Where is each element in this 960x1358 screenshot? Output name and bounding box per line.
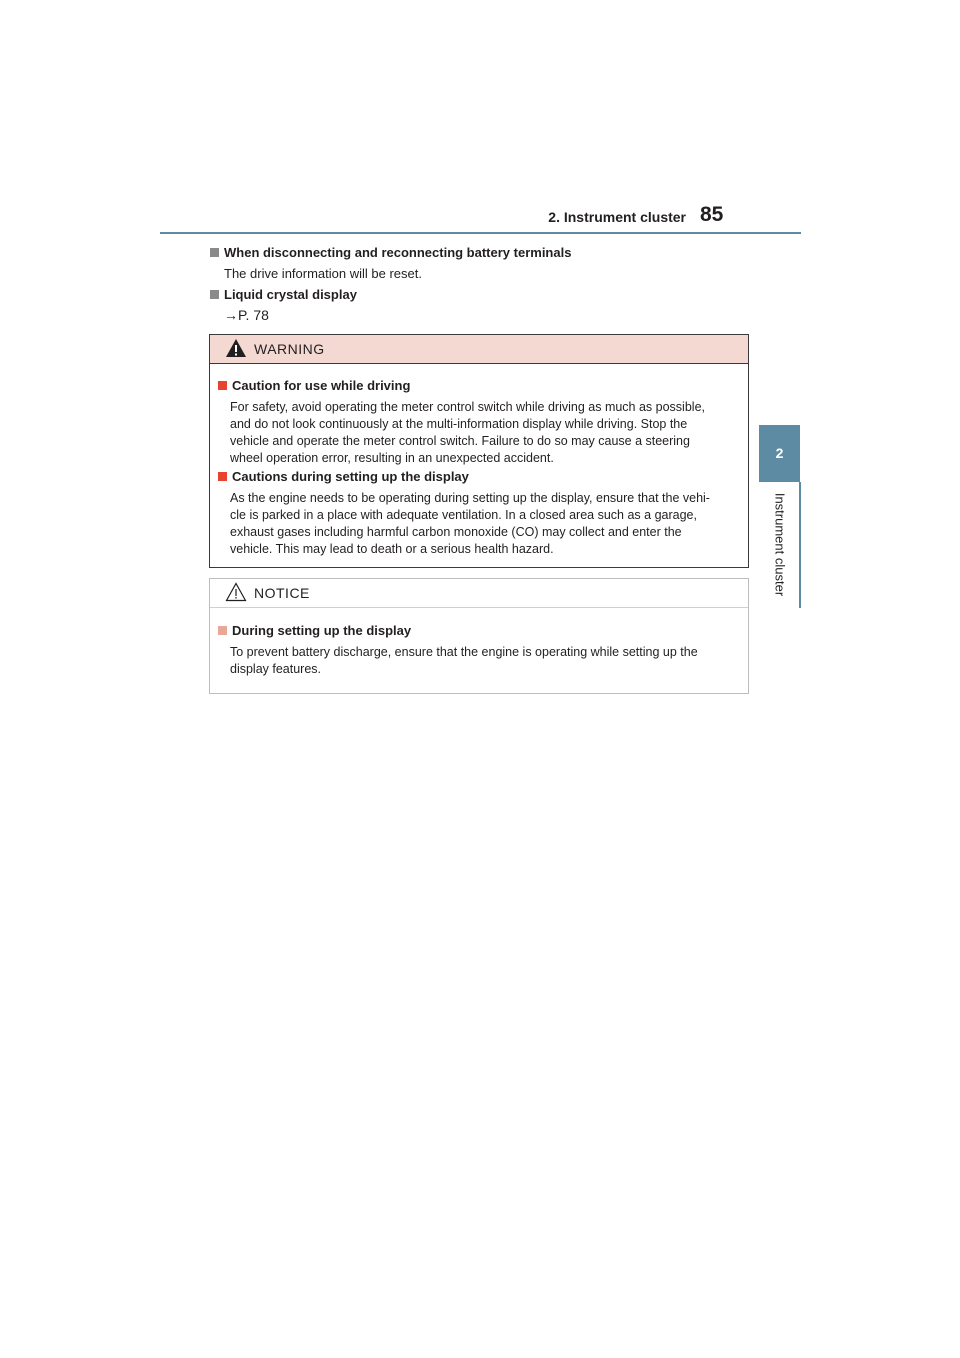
warning-header <box>210 335 748 364</box>
warning-box <box>209 334 749 568</box>
item-heading: When disconnecting and reconnecting battery terminals <box>210 245 571 260</box>
item-body: The drive information will be reset. <box>224 266 422 281</box>
bullet-square-icon <box>210 290 219 299</box>
section-title: 2. Instrument cluster <box>548 209 686 225</box>
bullet-square-icon <box>218 472 227 481</box>
warning-subheading: Caution for use while driving <box>218 378 410 393</box>
header-rule <box>160 232 801 234</box>
warning-title: WARNING <box>254 341 325 357</box>
notice-subheading: During setting up the display <box>218 623 411 638</box>
chapter-tab-line <box>799 482 801 608</box>
bullet-square-icon <box>218 381 227 390</box>
bullet-square-icon <box>210 248 219 257</box>
page-reference-link[interactable]: →P. 78 <box>224 307 269 323</box>
notice-title: NOTICE <box>254 585 310 601</box>
notice-triangle-icon <box>225 582 247 602</box>
notice-paragraph: To prevent battery discharge, ensure that the engine is operating while setting up the display features. <box>230 645 698 676</box>
notice-box <box>209 578 749 694</box>
bullet-square-icon <box>218 626 227 635</box>
notice-header <box>210 579 748 608</box>
chapter-tab[interactable]: 2 <box>759 425 800 482</box>
item-heading: Liquid crystal display <box>210 287 357 302</box>
warning-paragraph: For safety, avoid operating the meter control switch while driving as much as possible, and do not look continuously at the multi-information display while driving. Stop the vehicle and operate the meter control switch. Failure to do so may cause a steering wheel operation error, resulting in an unexpected accident. <box>230 400 705 465</box>
chapter-label-text: Instrument cluster <box>772 492 788 597</box>
warning-paragraph: As the engine needs to be operating during setting up the display, ensure that the vehi- cle is parked in a place with adequate ventilation. In a closed area such as a garage, exhaust gases including harmful carbon monoxide (CO) may collect and enter the vehicle. This may lead to death or a serious health hazard. <box>230 491 710 556</box>
warning-triangle-icon <box>225 338 247 358</box>
warning-subheading: Cautions during setting up the display <box>218 469 469 484</box>
page-number: 85 <box>700 203 724 226</box>
